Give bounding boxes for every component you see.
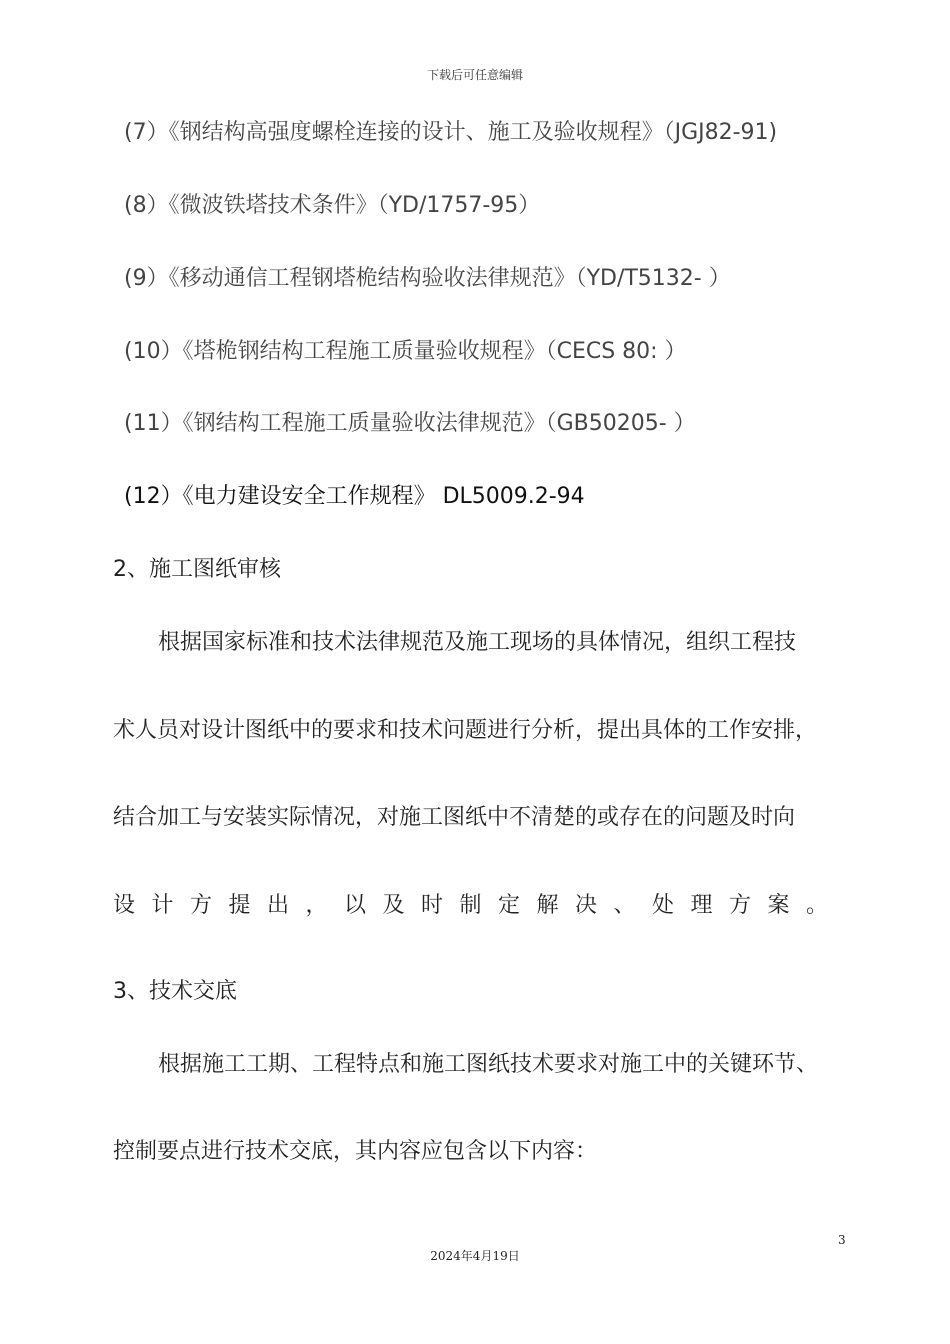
reference-item-8: (8）《微波铁塔技术条件》（YD/1757-95） xyxy=(124,193,541,218)
section-2-paragraph-line: 设计方提出，以及时制定解决、处理方案。 xyxy=(113,893,845,918)
reference-item-12: (12）《电力建设安全工作规程》 DL5009.2-94 xyxy=(124,484,585,509)
reference-item-11: (11）《钢结构工程施工质量验收法律规范》（GB50205- ） xyxy=(124,411,696,436)
page-header: 下载后可任意编辑 xyxy=(426,68,523,82)
page-number: 3 xyxy=(838,1233,846,1247)
section-2-paragraph-line: 根据国家标准和技术法律规范及施工现场的具体情况，组织工程技 xyxy=(158,630,797,655)
reference-item-10: (10）《塔桅钢结构工程施工质量验收规程》（CECS 80: ） xyxy=(124,339,687,364)
section-3-heading: 3、技术交底 xyxy=(113,979,237,1004)
section-2-paragraph-line: 术人员对设计图纸中的要求和技术问题进行分析，提出具体的工作安排， xyxy=(113,718,818,743)
section-2-heading: 2、施工图纸审核 xyxy=(113,557,281,582)
reference-item-9: (9）《移动通信工程钢塔桅结构验收法律规范》（YD/T5132- ） xyxy=(124,266,731,291)
section-2-paragraph-line: 结合加工与安装实际情况，对施工图纸中不清楚的或存在的问题及时向 xyxy=(113,805,796,830)
footer-date: 2024年4月19日 xyxy=(430,1249,520,1263)
reference-item-7: (7）《钢结构高强度螺栓连接的设计、施工及验收规程》（JGJ82-91) xyxy=(124,120,778,145)
section-3-paragraph-line: 控制要点进行技术交底，其内容应包含以下内容： xyxy=(113,1139,598,1164)
section-3-paragraph-line: 根据施工工期、工程特点和施工图纸技术要求对施工中的关键环节、 xyxy=(158,1052,819,1077)
